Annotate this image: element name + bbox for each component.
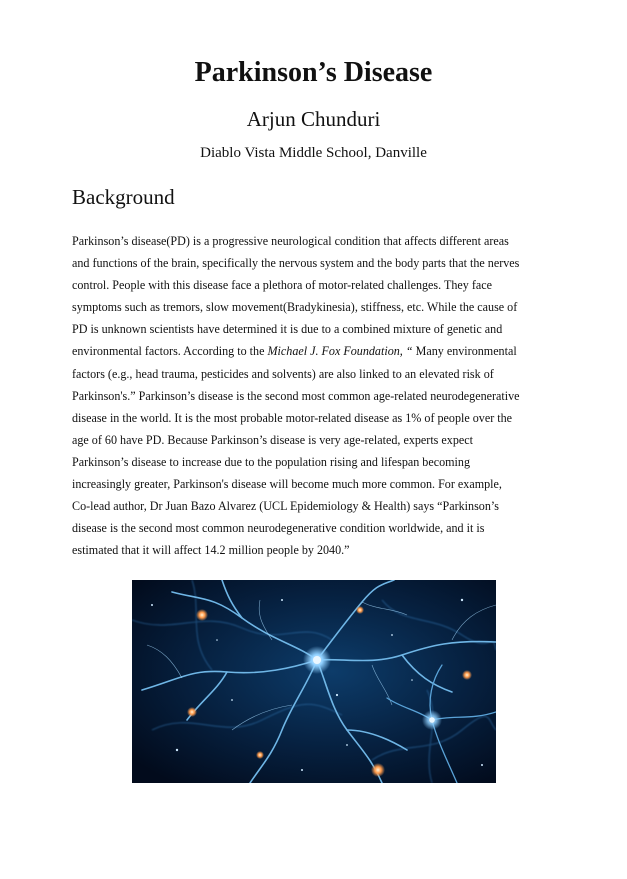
neuron-nucleus	[429, 717, 435, 723]
author-affiliation: Diablo Vista Middle School, Danville	[200, 145, 427, 161]
paragraph-line: and functions of the brain, specifically the nervous system and the body parts that the nerves	[72, 256, 520, 271]
paragraph-line-citation	[72, 340, 556, 362]
section-heading: Background	[72, 185, 175, 209]
citation-source: Michael J. Fox Foundation, “	[267, 344, 413, 359]
paragraph-line: estimated that it will affect 14.2 million people by 2040.”	[72, 543, 350, 558]
author-name: Arjun Chunduri	[246, 107, 381, 131]
paragraph-line: Parkinson’s disease(PD) is a progressive neurological condition that affects different areas	[72, 234, 509, 248]
document-title: Parkinson’s Disease	[194, 57, 433, 88]
neurons-illustration	[132, 580, 496, 783]
paragraph-line: Co-lead author, Dr Juan Bazo Alvarez (UCL Epidemiology & Health) says “Parkinson’s	[72, 499, 499, 514]
paragraph-line: factors (e.g., head trauma, pesticides and solvents) are also linked to an elevated risk of	[72, 366, 494, 381]
paragraph-line: disease in the world. It is the most probable motor-related disease as 1% of people over the	[72, 410, 513, 425]
paragraph-line: PD is unknown scientists have determined it is due to a combined mixture of genetic and	[72, 322, 503, 337]
paragraph-line: Parkinson’s disease to increase due to the population rising and lifespan becoming	[72, 454, 470, 469]
neuron-nucleus	[313, 656, 321, 664]
paragraph-line: increasingly greater, Parkinson's disease will become much more common. For example,	[72, 477, 502, 492]
paragraph-line: Parkinson's.” Parkinson’s disease is the second most common age-related neurodegenerative	[72, 388, 520, 403]
citation-tail: Many environmental	[412, 344, 517, 359]
paragraph-line: symptoms such as tremors, slow movement(Bradykinesia), stiffness, etc. While the cause of	[72, 300, 518, 315]
paragraph-line: control. People with this disease face a plethora of motor-related challenges. They face	[72, 278, 492, 293]
paragraph-line: disease is the second most common neurodegenerative condition worldwide, and it is	[72, 521, 485, 536]
background-paragraph	[72, 230, 556, 561]
figure-background	[132, 580, 496, 783]
neurons-svg	[132, 580, 496, 783]
citation-lead: environmental factors. According to the	[72, 344, 268, 359]
paragraph-line: age of 60 have PD. Because Parkinson’s disease is very age-related, experts expect	[72, 432, 473, 447]
